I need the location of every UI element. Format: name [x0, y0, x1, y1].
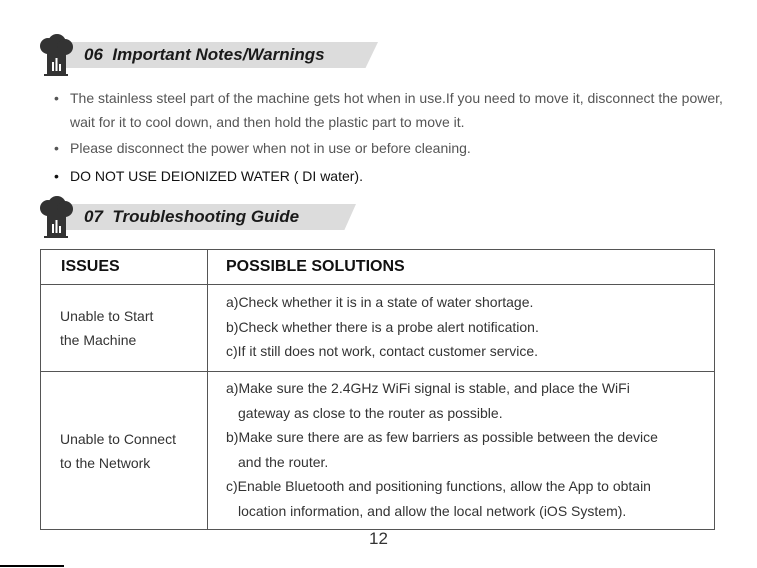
- section-title-text: Important Notes/Warnings: [112, 45, 325, 64]
- section-title: [84, 42, 325, 68]
- solution-line: c)Enable Bluetooth and positioning functions, allow the App to obtain: [226, 478, 651, 494]
- section-header-06: [38, 34, 368, 78]
- page-number: 12: [369, 529, 388, 548]
- list-item: • DO NOT USE DEIONIZED WATER ( DI water).: [54, 168, 363, 184]
- note-text: DO NOT USE DEIONIZED WATER ( DI water).: [70, 168, 363, 184]
- issue-line: Unable to Start: [60, 308, 154, 324]
- solutions-cell: [208, 285, 715, 372]
- solution-line: location information, and allow the local network (iOS System).: [238, 502, 627, 519]
- section-header-07: [38, 196, 368, 240]
- header-issues: ISSUES: [41, 250, 208, 285]
- chef-hat-icon: [38, 196, 74, 238]
- warnings-list: [52, 86, 732, 188]
- section-number: 07: [84, 207, 103, 226]
- table-row: [41, 285, 715, 372]
- issue-line: Unable to Connect: [60, 430, 176, 447]
- list-item: • The stainless steel part of the machine gets hot when in use.If you need to move it, disconnect the power, wait for it to cool down, and then hold the plastic part to move it.: [54, 90, 723, 130]
- solution-line: a)Make sure the 2.4GHz WiFi signal is stable, and place the WiFi: [226, 380, 630, 396]
- issue-cell: [41, 372, 208, 530]
- issue-line: the Machine: [60, 332, 137, 348]
- section-title-text: Troubleshooting Guide: [112, 207, 300, 226]
- solutions-cell: [208, 372, 715, 530]
- solution-line: b)Make sure there are as few barriers as possible between the device: [226, 429, 658, 445]
- solution-line: b)Check whether there is a probe alert notification.: [226, 318, 539, 335]
- troubleshooting-table: [40, 249, 715, 530]
- issue-line: to the Network: [60, 454, 151, 471]
- note-text: Please disconnect the power when not in use or before cleaning.: [70, 140, 471, 156]
- footer-divider: [0, 565, 64, 567]
- solution-line: and the router.: [238, 453, 329, 470]
- solution-line: a)Check whether it is in a state of water shortage.: [226, 294, 534, 311]
- solution-line: gateway as close to the router as possible.: [238, 404, 503, 421]
- table-header-row: [41, 250, 715, 285]
- section-number: 06: [84, 45, 103, 64]
- chef-hat-icon: [38, 34, 74, 76]
- header-solutions: POSSIBLE SOLUTIONS: [208, 250, 715, 285]
- section-title: [84, 204, 299, 230]
- table-row: [41, 372, 715, 530]
- list-item: • Please disconnect the power when not in use or before cleaning.: [54, 140, 471, 156]
- solution-line: c)If it still does not work, contact customer service.: [226, 343, 538, 360]
- note-text: The stainless steel part of the machine gets hot when in use.If you need to move it, disconnect the power, wait for it to cool down, and then hold the plastic part to move it.: [70, 90, 723, 130]
- issue-cell: [41, 285, 208, 372]
